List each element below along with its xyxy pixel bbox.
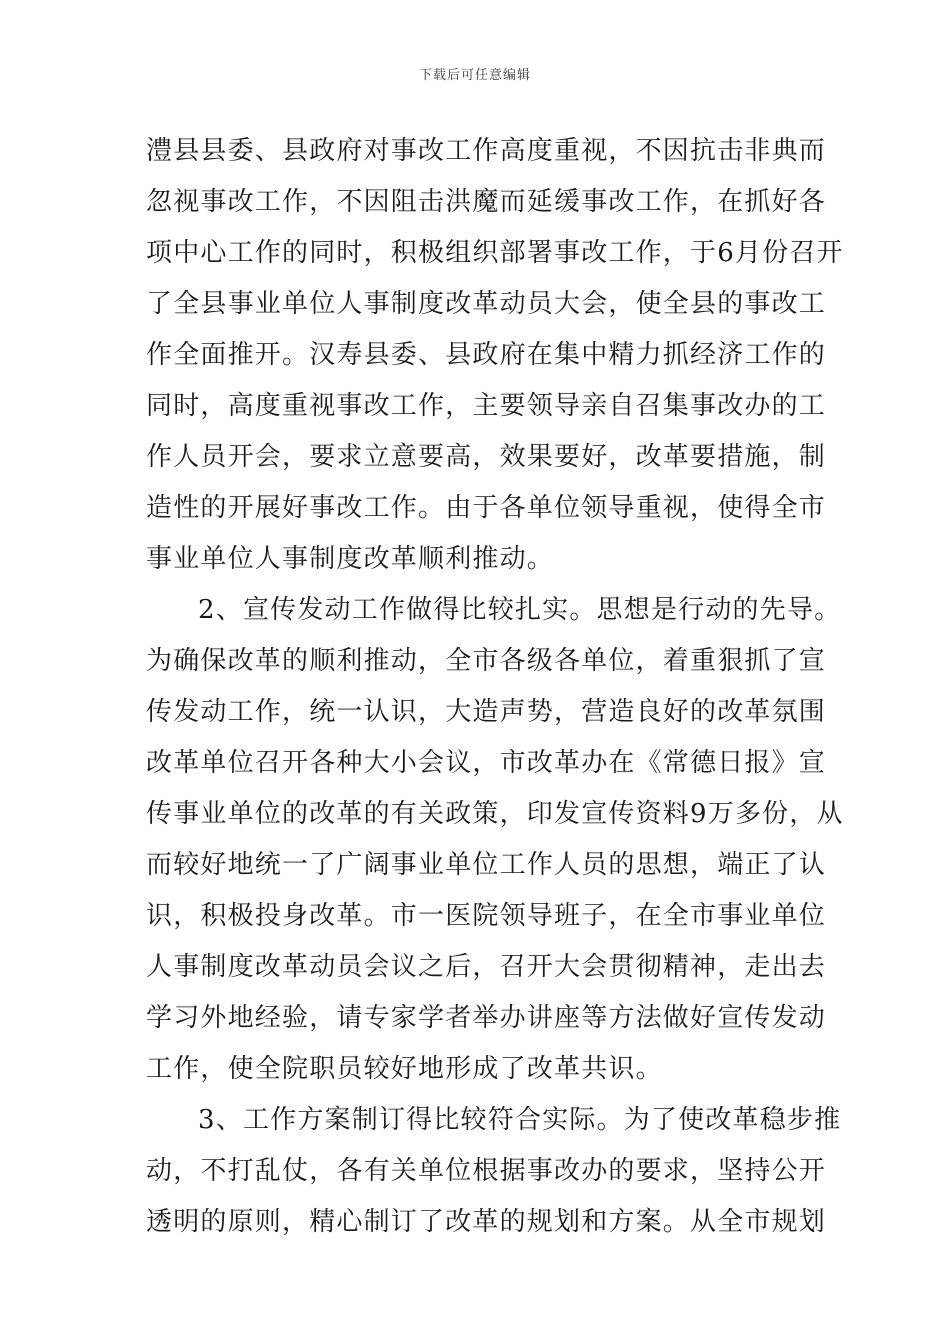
text-line: 了全县事业单位人事制度改革动员大会，使全县的事改工 [146,289,827,319]
document-body [146,126,844,1248]
text-line: 同时，高度重视事改工作，主要领导亲自召集事改办的工 [146,391,827,421]
text-line: 而较好地统一了广阔事业单位工作人员的思想，端正了认 [146,850,827,880]
text-line: 学习外地经验，请专家学者举办讲座等方法做好宣传发动 [146,1003,827,1033]
text-line: 作全面推开。汉寿县委、县政府在集中精力抓经济工作的 [146,340,827,370]
text-line: 造性的开展好事改工作。由于各单位领导重视，使得全市 [146,493,827,523]
text-line: 工作，使全院职员较好地形成了改革共识。 [146,1054,663,1084]
paragraph-first-line: 2、宣传发动工作做得比较扎实。思想是行动的先导。 [198,595,842,625]
paragraph-first-line: 3、工作方案制订得比较符合实际。为了使改革稳步推 [198,1105,842,1135]
text-line: 项中心工作的同时，积极组织部署事改工作，于6月份召开 [146,238,844,268]
text-line: 传事业单位的改革的有关政策，印发宣传资料9万多份，从 [146,799,844,829]
text-line: 事业单位人事制度改革顺利推动。 [146,544,555,574]
text-line: 人事制度改革动员会议之后，召开大会贯彻精神，走出去 [146,952,827,982]
text-line: 识，积极投身改革。市一医院领导班子，在全市事业单位 [146,901,827,931]
text-line: 改革单位召开各种大小会议，市改革办在《常德日报》宣 [146,748,827,778]
text-line: 为确保改革的顺利推动，全市各级各单位，着重狠抓了宣 [146,646,827,676]
text-line: 作人员开会，要求立意要高，效果要好，改革要措施，制 [146,442,827,472]
text-line: 传发动工作，统一认识，大造声势，营造良好的改革氛围 [146,697,827,727]
text-line: 透明的原则，精心制订了改革的规划和方案。从全市规划 [146,1207,827,1237]
page-header: 下载后可任意编辑 [418,68,531,83]
text-line: 忽视事改工作，不因阻击洪魔而延缓事改工作，在抓好各 [146,187,827,217]
text-line: 动，不打乱仗，各有关单位根据事改办的要求，坚持公开 [146,1156,827,1186]
text-line: 澧县县委、县政府对事改工作高度重视，不因抗击非典而 [146,136,827,166]
